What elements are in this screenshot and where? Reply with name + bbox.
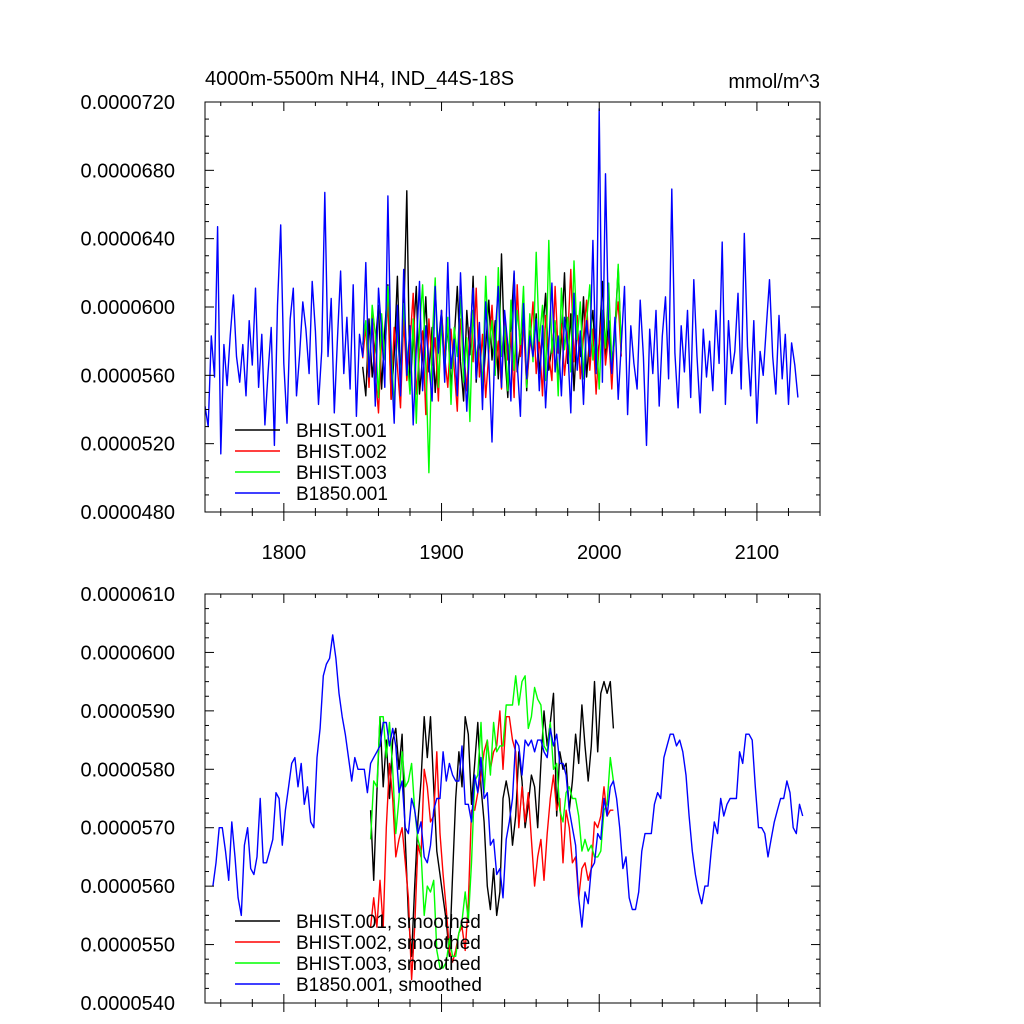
legend-label: BHIST.003, smoothed [296, 954, 481, 975]
y-tick-label: 0.0000680 [80, 160, 175, 183]
units-label: mmol/m^3 [728, 71, 820, 93]
bottom-panel [80, 584, 820, 1015]
y-tick-label: 0.0000520 [80, 433, 175, 456]
y-tick-label: 0.0000600 [80, 642, 175, 665]
y-tick-label: 0.0000540 [80, 993, 175, 1015]
y-tick-label: 0.0000480 [80, 502, 175, 524]
y-tick-label: 0.0000560 [80, 365, 175, 388]
legend-label: B1850.001, smoothed [296, 975, 482, 996]
x-tick-label: 1900 [419, 542, 464, 564]
x-tick-label: 2100 [734, 542, 780, 564]
y-tick-label: 0.0000580 [80, 759, 175, 782]
y-tick-label: 0.0000720 [80, 92, 175, 114]
x-tick-label: 2000 [576, 542, 622, 564]
legend-label: BHIST.003 [296, 463, 387, 484]
y-tick-label: 0.0000600 [80, 297, 175, 319]
y-tick-label: 0.0000590 [80, 700, 175, 723]
legend-label: BHIST.001, smoothed [296, 912, 481, 933]
legend-label: B1850.001 [296, 484, 388, 505]
legend-label: BHIST.002, smoothed [296, 933, 481, 954]
y-tick-label: 0.0000610 [80, 584, 175, 606]
legend-label: BHIST.002 [296, 442, 387, 463]
series-line-b1850-001-smoothed [213, 635, 803, 927]
top-panel [80, 68, 820, 564]
legend-label: BHIST.001 [296, 421, 387, 442]
y-tick-label: 0.0000640 [80, 228, 175, 251]
y-tick-label: 0.0000570 [80, 817, 175, 840]
y-tick-label: 0.0000550 [80, 934, 175, 957]
x-tick-label: 1800 [261, 542, 307, 564]
chart-title: 4000m-5500m NH4, IND_44S-18S [205, 68, 515, 90]
y-tick-label: 0.0000560 [80, 876, 175, 899]
